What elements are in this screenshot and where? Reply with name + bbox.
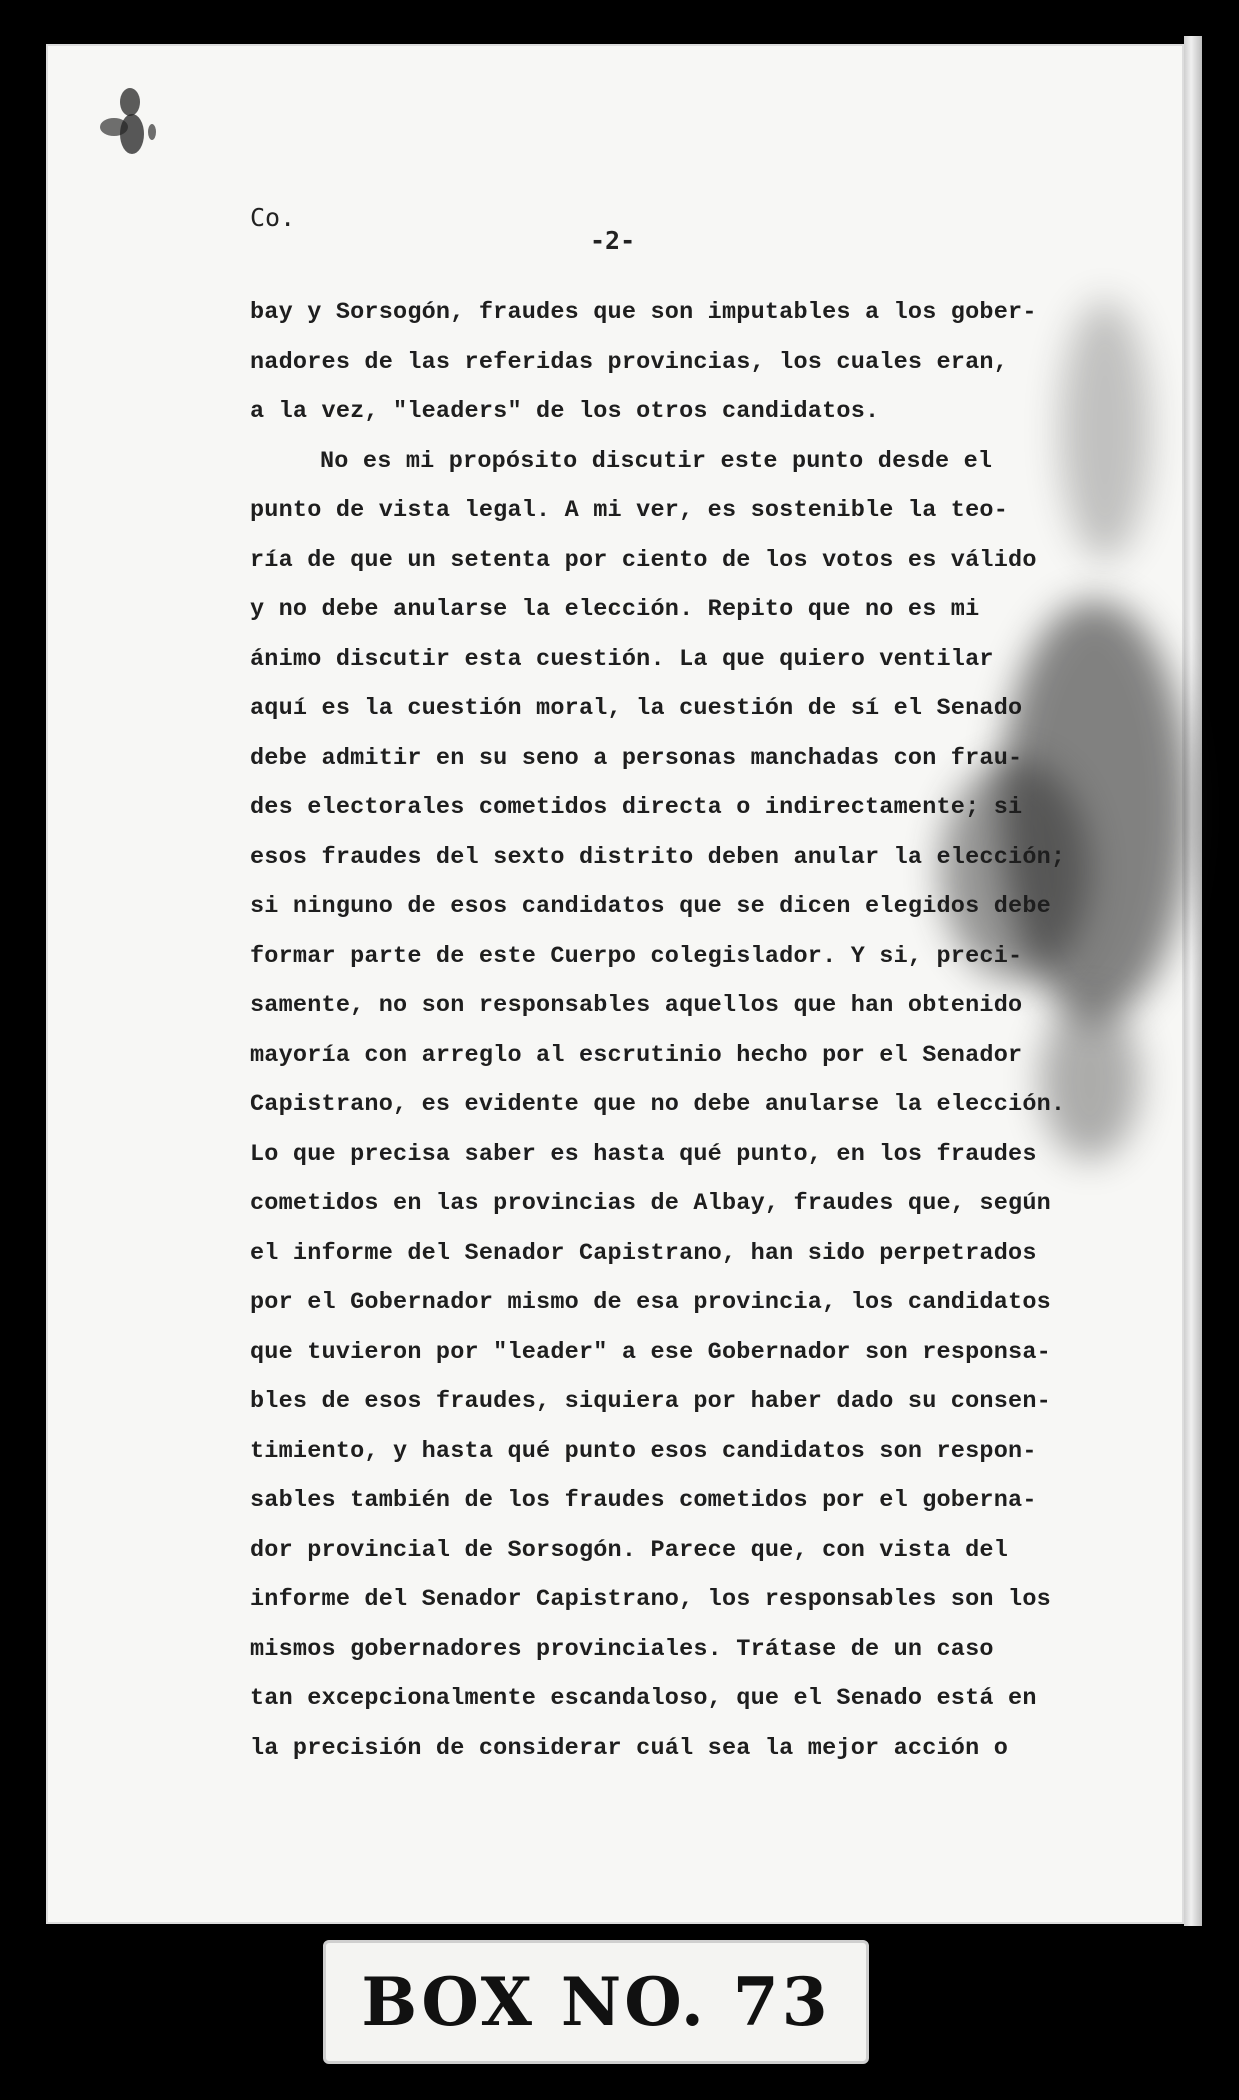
text-line: mismos gobernadores provinciales. Trátase de un caso xyxy=(250,1635,994,1663)
text-line: a la vez, "leaders" de los otros candidatos. xyxy=(250,398,880,425)
text-line: la precisión de considerar cuál sea la mejor acción o xyxy=(250,1734,1009,1762)
document-body xyxy=(250,288,1080,1773)
text-line: mayoría con arreglo al escrutinio hecho por el Senador xyxy=(250,1041,1023,1069)
text-line: el informe del Senador Capistrano, han sido perpetrados xyxy=(250,1239,1037,1267)
text-line: timiento, y hasta qué punto esos candidatos son respon- xyxy=(250,1437,1037,1465)
text-line: ánimo discutir esta cuestión. La que quiero ventilar xyxy=(250,645,994,673)
page-number: -2- xyxy=(590,226,636,255)
text-line: dor provincial de Sorsogón. Parece que, con vista del xyxy=(250,1536,1009,1564)
text-line: aquí es la cuestión moral, la cuestión de sí el Senado xyxy=(250,695,1023,722)
text-line: nadores de las referidas provincias, los cuales eran, xyxy=(250,348,1009,376)
text-line: tan excepcionalmente escandaloso, que el Senado está en xyxy=(250,1685,1037,1712)
text-line: esos fraudes del sexto distrito deben anular la elección; xyxy=(250,843,1066,871)
ink-cross-mark xyxy=(92,72,162,182)
text-line: que tuvieron por "leader" a ese Gobernador son responsa- xyxy=(250,1338,1051,1366)
text-line: informe del Senador Capistrano, los responsables son los xyxy=(250,1586,1051,1613)
box-label-card xyxy=(323,1940,869,2064)
text-line: Lo que precisa saber es hasta qué punto, en los fraudes xyxy=(250,1140,1037,1168)
text-line: cometidos en las provincias de Albay, fraudes que, según xyxy=(250,1190,1051,1217)
text-line: des electorales cometidos directa o indirectamente; si xyxy=(250,794,1023,821)
box-label-text: BOX NO. 73 xyxy=(361,1963,831,2041)
header-reference: Co. xyxy=(250,203,296,232)
text-line: Capistrano, es evidente que no debe anularse la elección. xyxy=(250,1091,1066,1118)
text-line: debe admitir en su seno a personas manchadas con frau- xyxy=(250,744,1023,772)
text-line: ría de que un setenta por ciento de los votos es válido xyxy=(250,546,1037,574)
text-line: bles de esos fraudes, siquiera por haber dado su consen- xyxy=(250,1388,1051,1415)
text-line: si ninguno de esos candidatos que se dicen elegidos debe xyxy=(250,893,1051,920)
text-line: No es mi propósito discutir este punto desde el xyxy=(320,447,993,475)
text-line: punto de vista legal. A mi ver, es sostenible la teo- xyxy=(250,497,1009,524)
text-line: samente, no son responsables aquellos que han obtenido xyxy=(250,992,1023,1019)
text-line: formar parte de este Cuerpo colegislador. Y si, preci- xyxy=(250,942,1023,970)
text-line: sables también de los fraudes cometidos por el goberna- xyxy=(250,1487,1037,1514)
paper-edge xyxy=(1184,36,1202,1926)
text-line: y no debe anularse la elección. Repito que no es mi xyxy=(250,596,980,623)
text-line: por el Gobernador mismo de esa provincia, los candidatos xyxy=(250,1289,1051,1316)
text-line: bay y Sorsogón, fraudes que son imputables a los gober- xyxy=(250,299,1037,326)
